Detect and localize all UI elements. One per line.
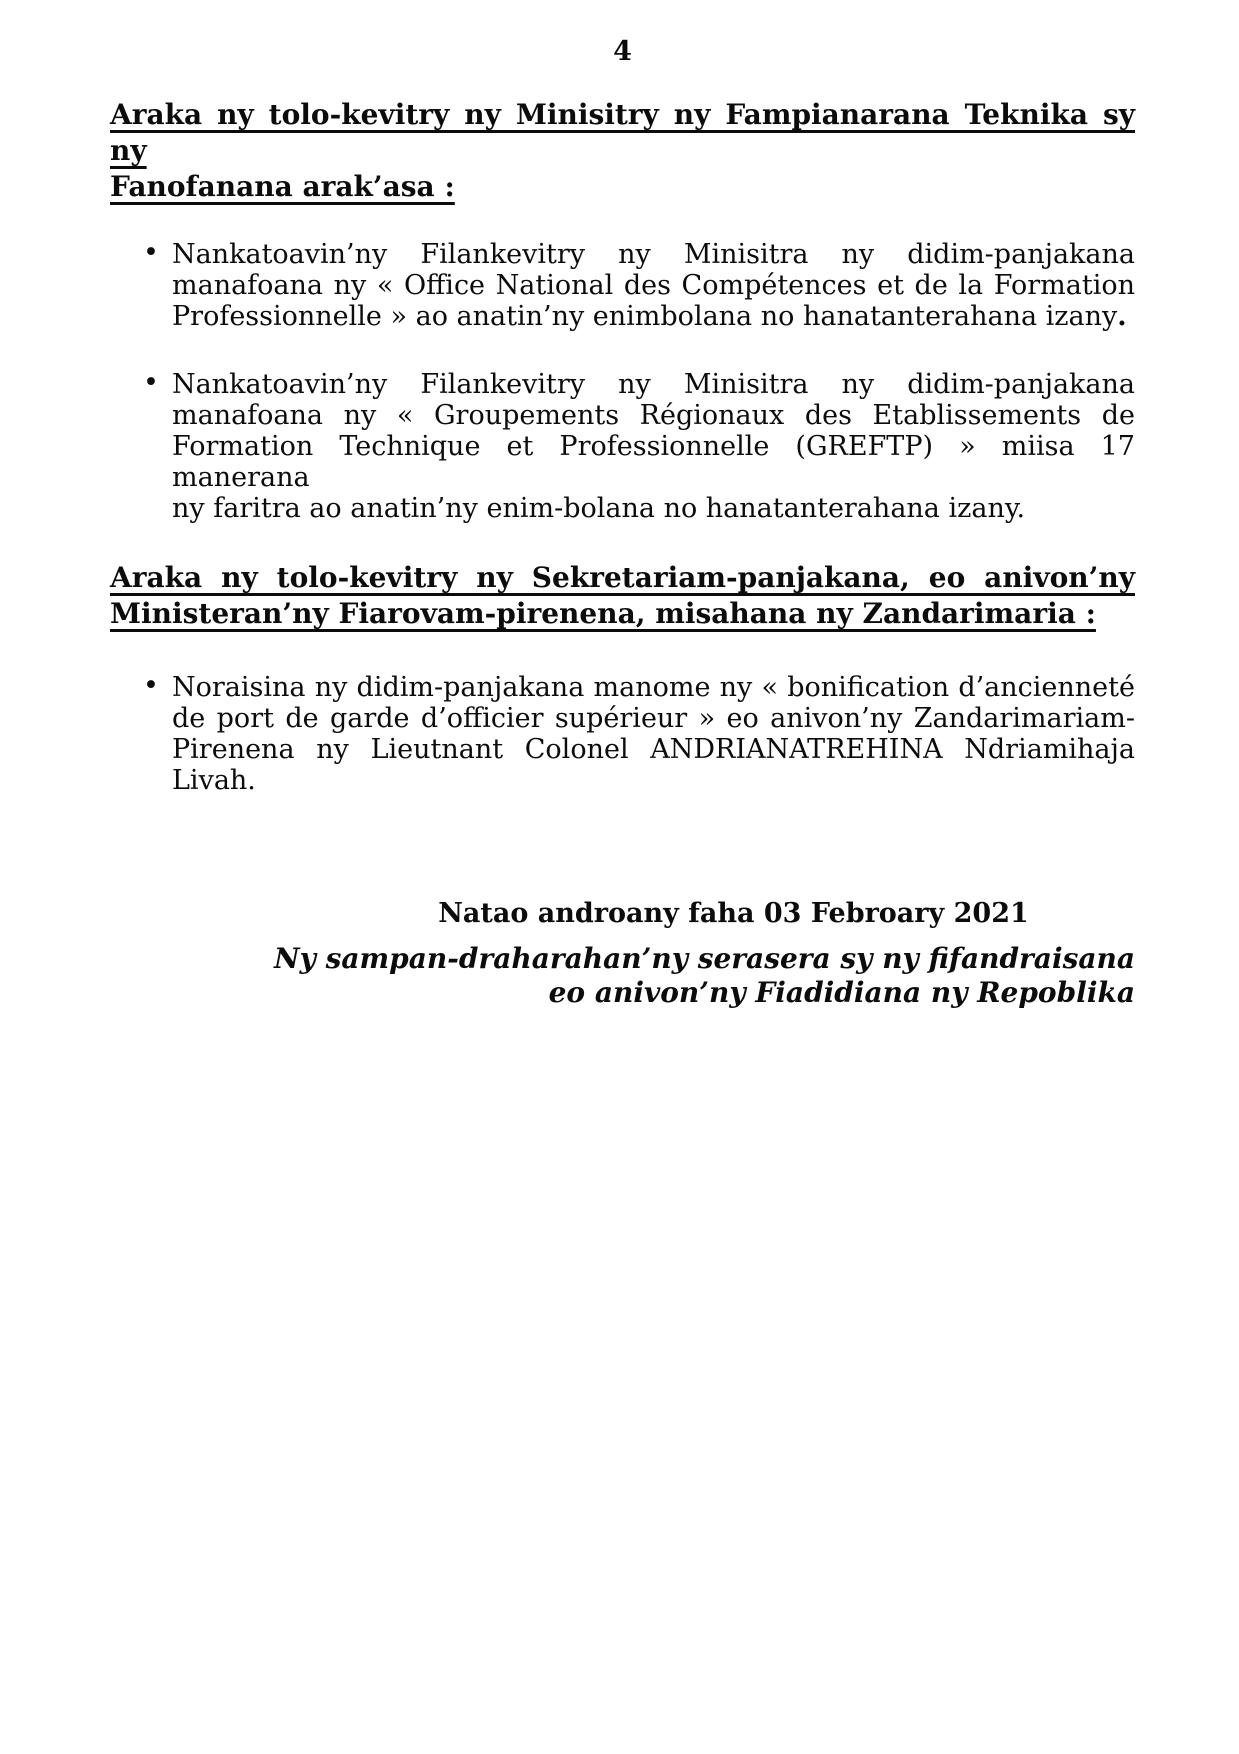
paragraph-line: Nankatoavin’ny Filankevitry ny Minisitra ny didim-panjakana [172, 369, 1135, 400]
page-number: 4 [613, 36, 632, 67]
heading-line: Araka ny tolo-kevitry ny Minisitry ny Fampianarana Teknika sy ny [110, 98, 1135, 167]
paragraph-line: Formation Technique et Professionnelle (GREFTP) » miisa 17 manerana [172, 431, 1135, 493]
signature-block [110, 942, 1135, 1010]
bold-period: . [1117, 301, 1127, 332]
section-heading-gendarmerie [110, 560, 1135, 632]
paragraph-line [172, 301, 1135, 332]
heading-line: Araka ny tolo-kevitry ny Sekretariam-panjakana, eo anivon’ny [110, 561, 1135, 594]
bullet-list-education [110, 239, 1135, 524]
bullet-icon: • [143, 670, 159, 701]
paragraph-line: de port de garde d’officier supérieur » eo anivon’ny Zandarimariam- [172, 703, 1135, 734]
paragraph-line: Noraisina ny didim-panjakana manome ny « bonification d’ancienneté [172, 672, 1135, 703]
bullet-paragraph [172, 239, 1135, 332]
heading-line: Ministeran’ny Fiarovam-pirenena, misahana ny Zandarimaria : [110, 597, 1096, 630]
bullet-icon: • [143, 367, 159, 398]
paragraph-line: manafoana ny « Groupements Régionaux des Etablissements de [172, 400, 1135, 431]
bullet-item [110, 239, 1135, 332]
signature-line: Ny sampan-draharahan’ny serasera sy ny fifandraisana [274, 942, 1135, 975]
signature-line: eo anivon’ny Fiadidiana ny Repoblika [548, 976, 1135, 1009]
bullet-paragraph [172, 369, 1135, 524]
paragraph-line: Nankatoavin’ny Filankevitry ny Minisitra ny didim-panjakana [172, 239, 1135, 270]
heading-line: Fanofanana arak’asa : [110, 170, 455, 203]
section-heading-education [110, 97, 1135, 205]
closing-block [110, 898, 1135, 1010]
bullet-item [110, 369, 1135, 524]
bullet-list-gendarmerie [110, 672, 1135, 796]
paragraph-line: Pirenena ny Lieutnant Colonel ANDRIANATREHINA Ndriamihaja Livah. [172, 734, 1135, 796]
bullet-item [110, 672, 1135, 796]
paragraph-line: manafoana ny « Office National des Compétences et de la Formation [172, 270, 1135, 301]
bullet-icon: • [143, 237, 159, 268]
paragraph-line-text: Professionnelle » ao anatin’ny enimbolana no hanatanterahana izany [172, 301, 1118, 332]
date-line: Natao androany faha 03 Febroary 2021 [438, 898, 1029, 929]
paragraph-line: ny faritra ao anatin’ny enim-bolana no hanatanterahana izany. [172, 493, 1026, 524]
bullet-paragraph [172, 672, 1135, 796]
